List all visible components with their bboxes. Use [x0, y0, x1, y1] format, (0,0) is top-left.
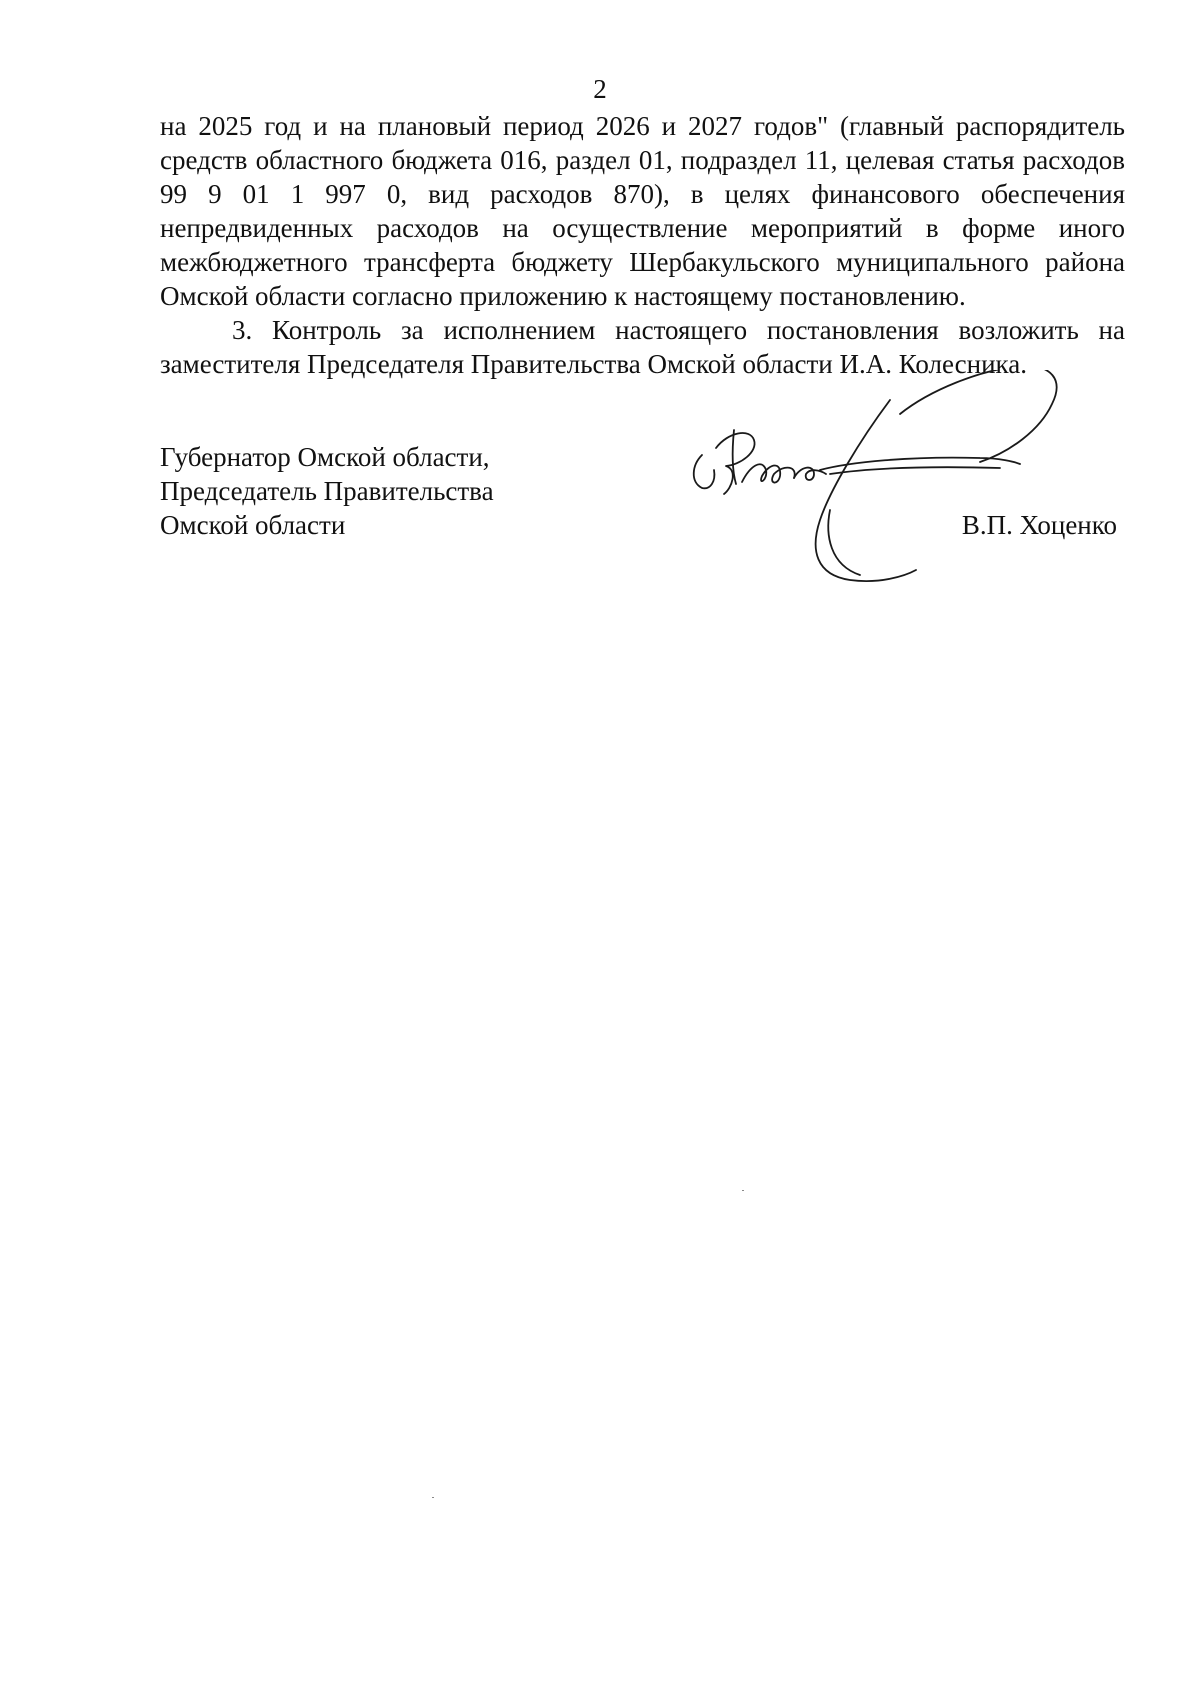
scan-speck [742, 1190, 744, 1191]
paragraph-item-3: 3. Контроль за исполнением настоящего постановления возложить на заместителя Председателя Правительства Омской области И.А. Колесника. [160, 315, 1125, 379]
signer-name: В.П. Хоценко [961, 510, 1117, 540]
body-text [160, 109, 1125, 381]
scan-speck [432, 1497, 434, 1498]
page-number: 2 [593, 74, 607, 104]
paragraph-continuation: на 2025 год и на плановый период 2026 и 2027 годов" (главный распорядитель средств областного бюджета 016, раздел 01, подраздел 11, целевая статья расходов 99 9 01 1 997 0, вид расходов 870), в целях финансового обеспечения непредвиденных расходов на осуществление мероприятий в форме иного межбюджетного трансферта бюджету Шербакульского муниципального района Омской области согласно приложению к настоящему постановлению. [160, 111, 1125, 311]
position-line: Председатель Правительства [160, 476, 494, 506]
position-line: Омской области [160, 510, 346, 540]
position-line: Губернатор Омской области, [160, 442, 490, 472]
handwritten-signature [680, 370, 1120, 600]
signer-position [160, 440, 494, 542]
